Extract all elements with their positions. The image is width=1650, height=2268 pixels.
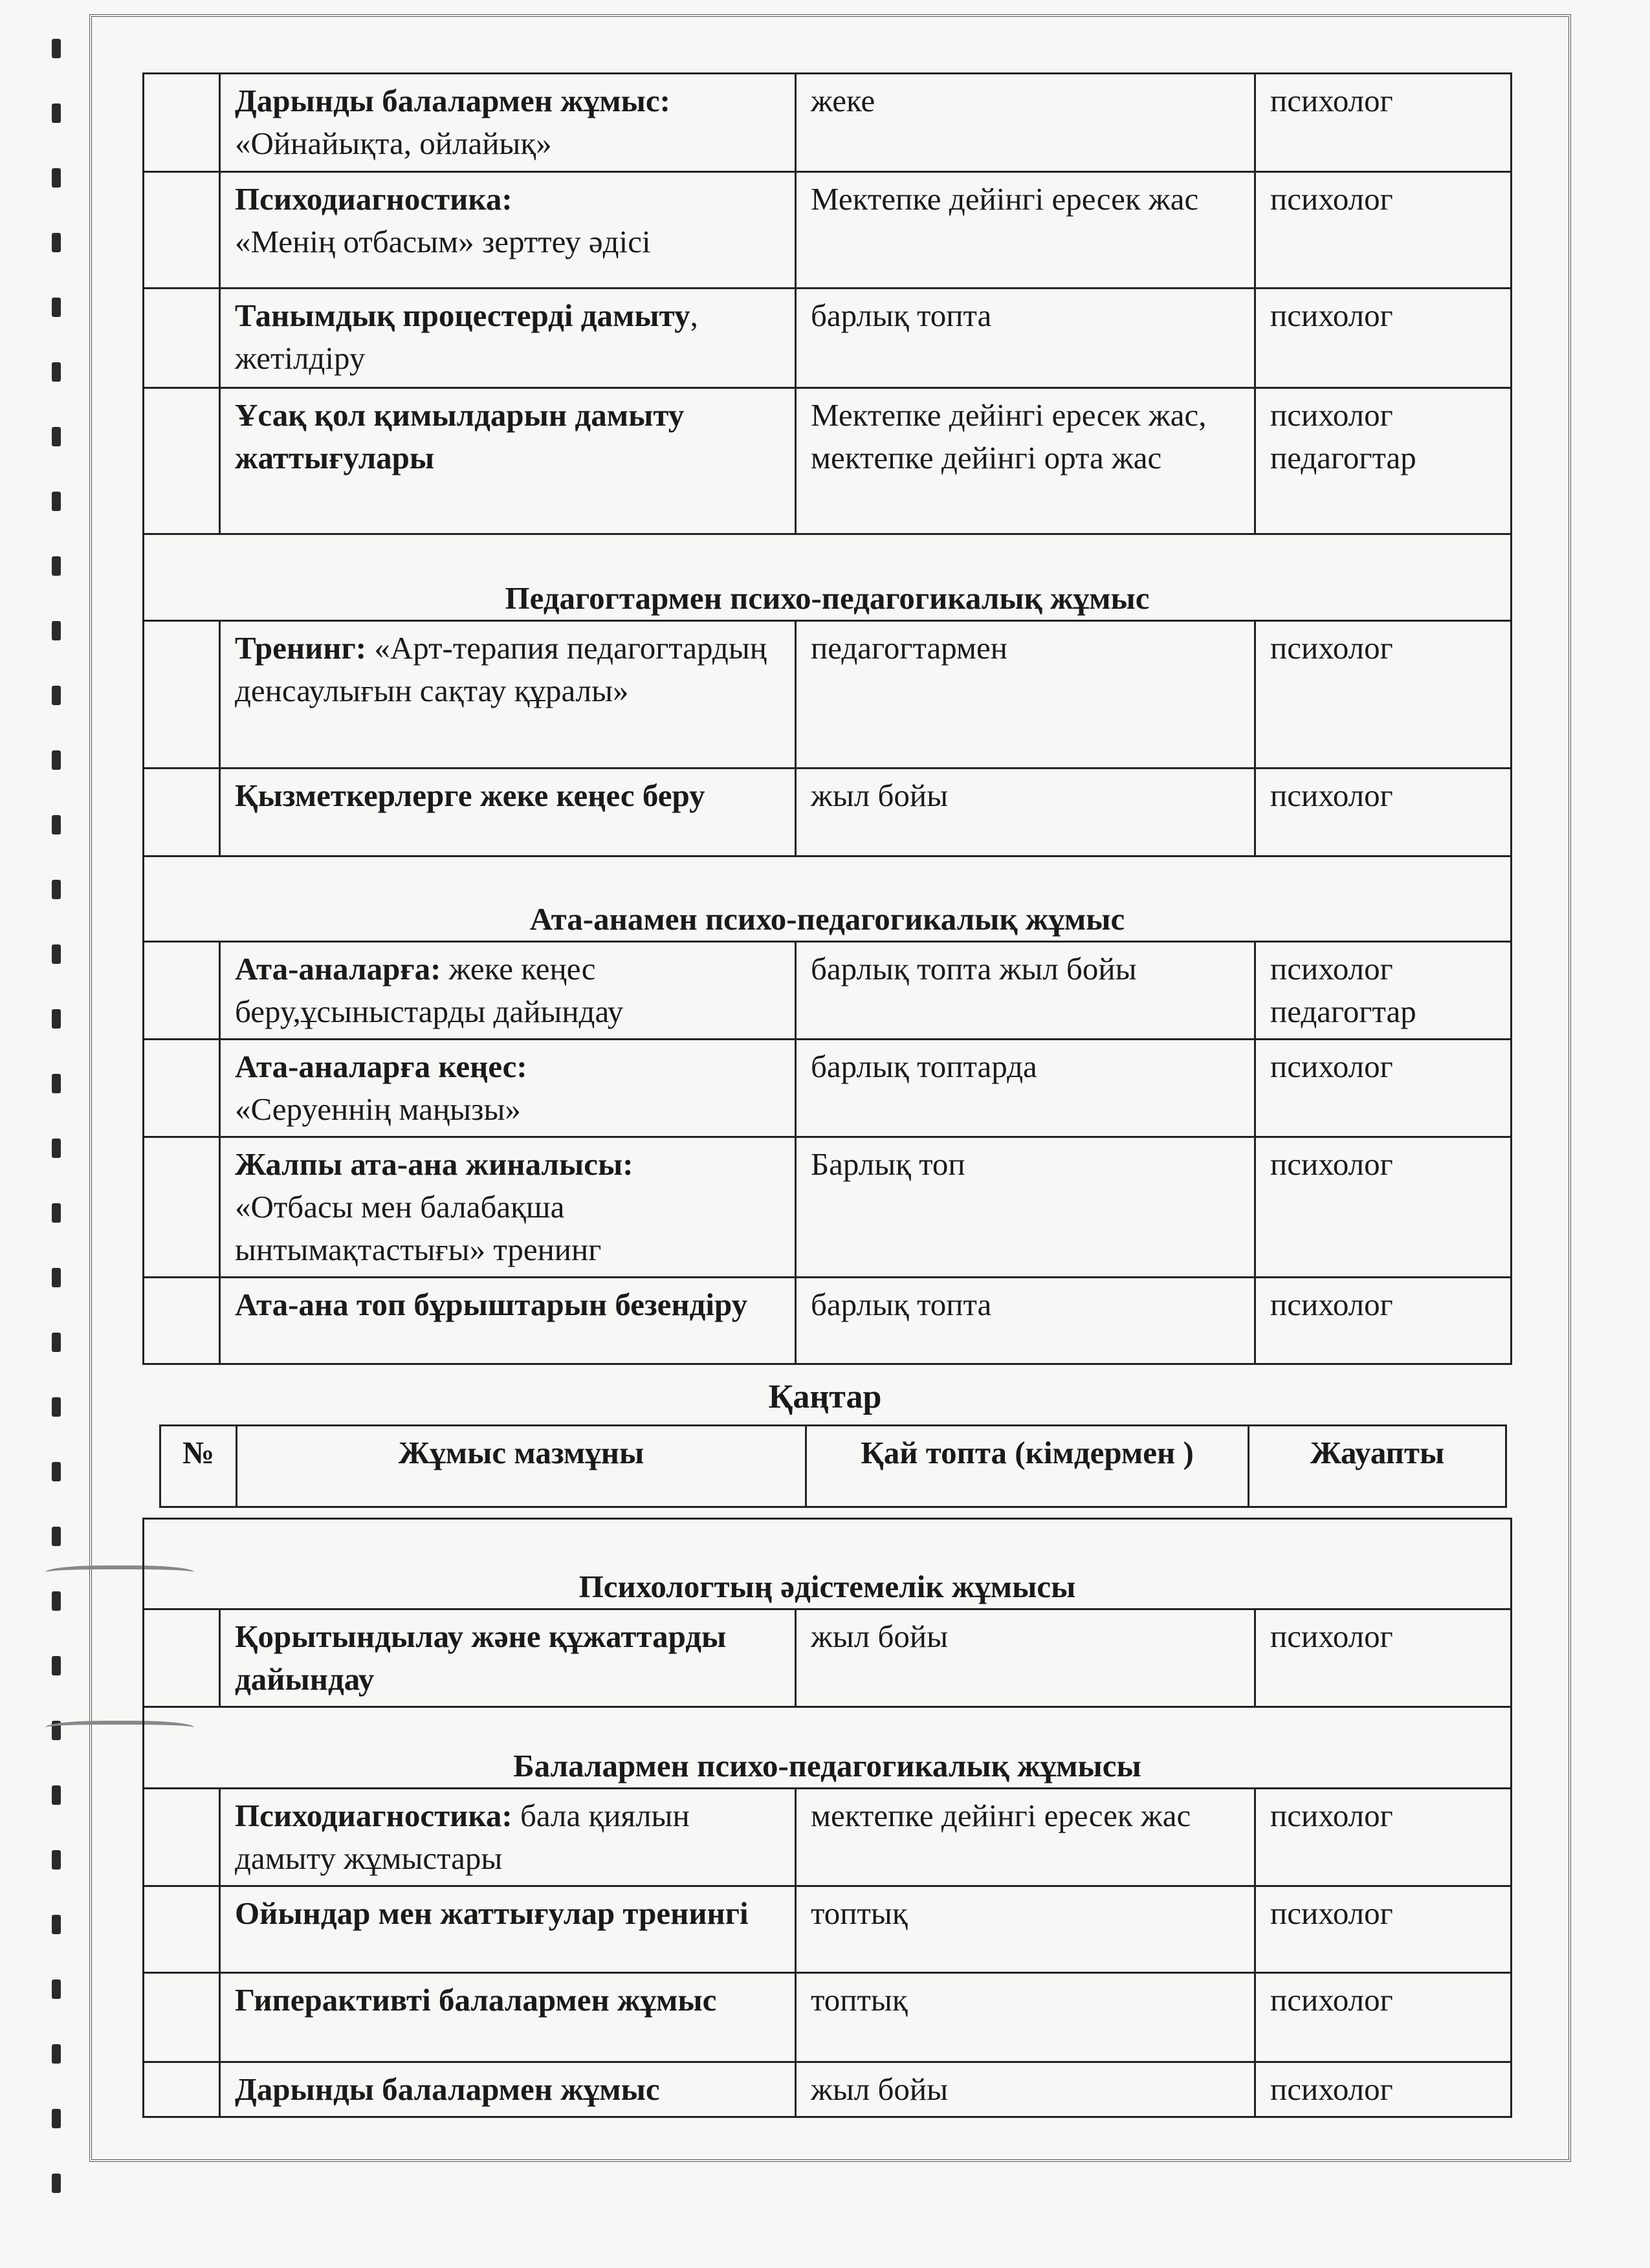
table-row [144, 942, 1512, 1040]
work-description: «Менің отбасым» зерттеу әдісі [235, 224, 651, 259]
header-group: Қай топта (кімдермен ) [806, 1426, 1249, 1507]
table-row [144, 289, 1512, 388]
responsible-cell: психолог [1255, 769, 1512, 856]
work-title: Ата-ана топ бұрыштарын безендіру [235, 1287, 748, 1322]
work-description: «Серуеннің маңызы» [235, 1091, 521, 1127]
work-title: Ата-аналарға: [235, 951, 441, 987]
responsible-cell: психолог [1255, 2062, 1512, 2117]
row-number-cell [144, 172, 220, 289]
binding-holes [45, 26, 71, 2251]
row-number-cell [144, 289, 220, 388]
work-description: «Отбасы мен балабақша ынтымақтастығы» тренинг [235, 1189, 602, 1267]
responsible-cell: психолог [1255, 1137, 1512, 1278]
table-row [144, 1609, 1512, 1707]
group-cell: Барлық топ [796, 1137, 1255, 1278]
work-description: бала қиялын дамыту жұмыстары [235, 1798, 690, 1876]
group-cell: мектепке дейінгі ересек жас [796, 1789, 1255, 1886]
work-content-cell [220, 74, 796, 172]
work-description: , жетілдіру [235, 298, 698, 376]
work-content-cell [220, 621, 796, 769]
group-cell: топтық [796, 1886, 1255, 1973]
work-description: «Ойнайықта, ойлайық» [235, 125, 552, 161]
row-number-cell [144, 1973, 220, 2062]
schedule-table-january [142, 1518, 1512, 2118]
responsible-cell: психолог педагогтар [1255, 942, 1512, 1040]
row-number-cell [144, 1609, 220, 1707]
work-content-cell [220, 1886, 796, 1973]
table-row [144, 769, 1512, 856]
table-row [144, 1278, 1512, 1364]
work-title: Қызметкерлерге жеке кеңес беру [235, 778, 705, 813]
row-number-cell [144, 74, 220, 172]
work-title: Ойындар мен жаттығулар тренингі [235, 1895, 749, 1931]
group-cell: барлық топта жыл бойы [796, 942, 1255, 1040]
group-cell: жыл бойы [796, 769, 1255, 856]
row-number-cell [144, 388, 220, 534]
month-title: Қаңтар [768, 1379, 882, 1415]
row-number-cell [144, 2062, 220, 2117]
group-cell: жыл бойы [796, 2062, 1255, 2117]
work-content-cell [220, 1278, 796, 1364]
work-content-cell [220, 388, 796, 534]
row-number-cell [144, 769, 220, 856]
responsible-cell: психолог педагогтар [1255, 388, 1512, 534]
table-header [159, 1424, 1507, 1508]
work-title: Ата-аналарға кеңес: [235, 1049, 527, 1084]
table-row [144, 2062, 1512, 2117]
work-content-cell [220, 1609, 796, 1707]
work-content-cell [220, 172, 796, 289]
group-cell: барлық топта [796, 1278, 1255, 1364]
schedule-table-december [142, 72, 1512, 1365]
responsible-cell: психолог [1255, 1609, 1512, 1707]
header-responsible: Жауапты [1249, 1426, 1506, 1507]
work-content-cell [220, 1040, 796, 1137]
responsible-cell: психолог [1255, 289, 1512, 388]
table-row [144, 74, 1512, 172]
work-content-cell [220, 1789, 796, 1886]
table-row [144, 172, 1512, 289]
group-cell: Мектепке дейінгі ересек жас, мектепке дейінгі орта жас [796, 388, 1255, 534]
work-title: Гиперактивті балалармен жұмыс [235, 1982, 717, 2018]
work-title: Дарынды балалармен жұмыс [235, 2071, 660, 2107]
work-title: Жалпы ата-ана жиналысы: [235, 1146, 633, 1182]
row-number-cell [144, 942, 220, 1040]
group-cell: топтық [796, 1973, 1255, 2062]
work-title: Дарынды балалармен жұмыс: [235, 83, 670, 118]
section-row [144, 856, 1512, 942]
table-row [144, 1973, 1512, 2062]
responsible-cell: психолог [1255, 1789, 1512, 1886]
row-number-cell [144, 621, 220, 769]
responsible-cell: психолог [1255, 621, 1512, 769]
section-row [144, 1519, 1512, 1609]
row-number-cell [144, 1886, 220, 1973]
table-row [144, 1040, 1512, 1137]
group-cell: барлық топтарда [796, 1040, 1255, 1137]
responsible-cell: психолог [1255, 74, 1512, 172]
table-row [144, 1886, 1512, 1973]
responsible-cell: психолог [1255, 172, 1512, 289]
work-content-cell [220, 1973, 796, 2062]
responsible-cell: психолог [1255, 1040, 1512, 1137]
table-row [144, 621, 1512, 769]
work-description: жеке кеңес беру,ұсыныстарды дайындау [235, 951, 624, 1029]
section-title: Педагогтармен психо-педагогикалық жұмыс [144, 534, 1512, 621]
row-number-cell [144, 1278, 220, 1364]
header-number: № [160, 1426, 237, 1507]
group-cell: Мектепке дейінгі ересек жас [796, 172, 1255, 289]
work-title: Танымдық процестерді дамыту [235, 298, 690, 333]
header-work-content: Жұмыс мазмұны [237, 1426, 806, 1507]
work-title: Ұсақ қол қимылдарын дамыту жаттығулары [235, 397, 685, 475]
group-cell: педагогтармен [796, 621, 1255, 769]
work-content-cell [220, 769, 796, 856]
work-content-cell [220, 942, 796, 1040]
row-number-cell [144, 1040, 220, 1137]
group-cell: жеке [796, 74, 1255, 172]
section-row [144, 1707, 1512, 1789]
section-title: Психологтың әдістемелік жұмысы [144, 1519, 1512, 1609]
work-content-cell [220, 2062, 796, 2117]
work-content-cell [220, 1137, 796, 1278]
work-content-cell [220, 289, 796, 388]
work-title: Тренинг: [235, 630, 367, 666]
responsible-cell: психолог [1255, 1973, 1512, 2062]
section-title: Балалармен психо-педагогикалық жұмысы [144, 1707, 1512, 1789]
row-number-cell [144, 1789, 220, 1886]
row-number-cell [144, 1137, 220, 1278]
responsible-cell: психолог [1255, 1278, 1512, 1364]
group-cell: барлық топта [796, 289, 1255, 388]
section-title: Ата-анамен психо-педагогикалық жұмыс [144, 856, 1512, 942]
work-title: Қорытындылау және құжаттарды дайындау [235, 1619, 727, 1697]
work-title: Психодиагностика: [235, 1798, 512, 1833]
table-row [144, 388, 1512, 534]
table-row [144, 1137, 1512, 1278]
table-row [144, 1789, 1512, 1886]
group-cell: жыл бойы [796, 1609, 1255, 1707]
work-description: «Арт-терапия педагогтардың денсаулығын сақтау құралы» [235, 630, 767, 708]
section-row [144, 534, 1512, 621]
responsible-cell: психолог [1255, 1886, 1512, 1973]
work-title: Психодиагностика: [235, 181, 512, 217]
